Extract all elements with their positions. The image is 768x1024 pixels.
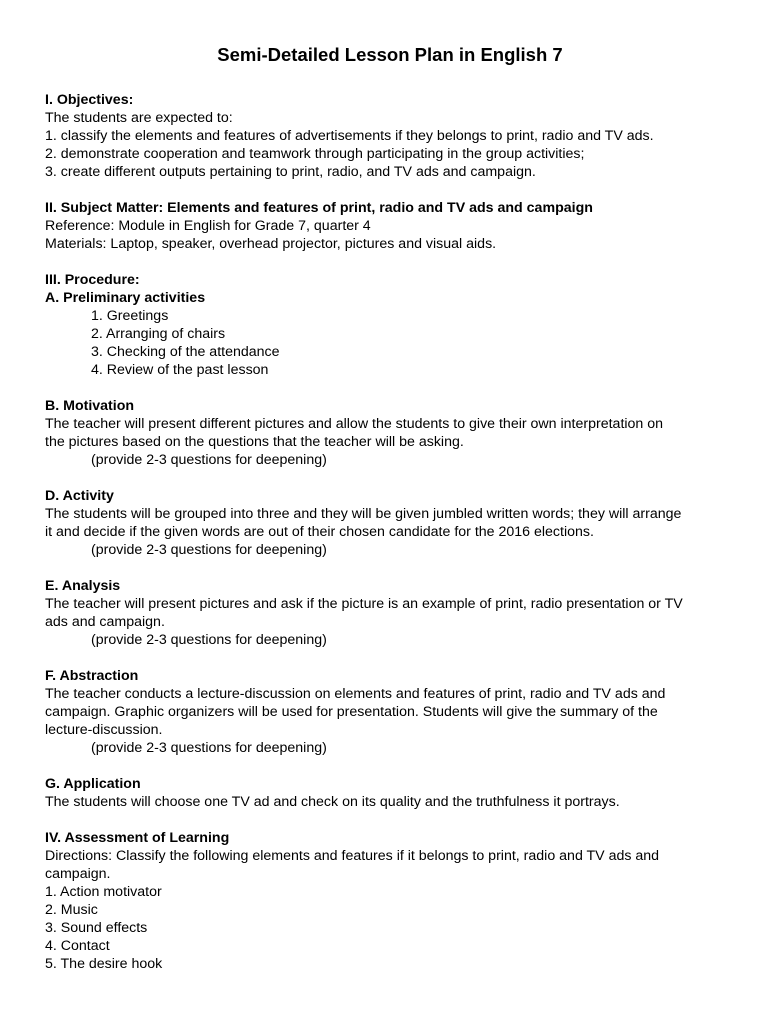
abstraction-heading: F. Abstraction (45, 668, 139, 684)
activity-text: The students will be grouped into three and they will be given jumbled written words; they will arrange (45, 506, 682, 522)
activity-heading: D. Activity (45, 488, 114, 504)
reference-line: Reference: Module in English for Grade 7, quarter 4 (45, 218, 371, 234)
objectives-intro: The students are expected to: (45, 110, 233, 126)
list-item: 2. Arranging of chairs (91, 326, 226, 342)
assessment-item: 5. The desire hook (45, 956, 163, 972)
assessment-heading: IV. Assessment of Learning (45, 830, 230, 846)
activity-text: it and decide if the given words are out of their chosen candidate for the 2016 elections. (45, 524, 594, 540)
lesson-plan-document (45, 44, 735, 973)
subject-matter-section (45, 199, 735, 253)
assessment-item: 3. Sound effects (45, 920, 148, 936)
assessment-directions: Directions: Classify the following elements and features if it belongs to print, radio and TV ads and (45, 848, 660, 864)
materials-line: Materials: Laptop, speaker, overhead projector, pictures and visual aids. (45, 236, 497, 252)
application-text: The students will choose one TV ad and check on its quality and the truthfulness it portrays. (45, 794, 620, 810)
deepening-note: (provide 2-3 questions for deepening) (91, 632, 327, 648)
deepening-note: (provide 2-3 questions for deepening) (91, 740, 327, 756)
subject-matter-heading: II. Subject Matter: Elements and features of print, radio and TV ads and campaign (45, 200, 593, 216)
document-title: Semi-Detailed Lesson Plan in English 7 (217, 44, 563, 65)
objectives-section (45, 91, 735, 181)
objective-item: 2. demonstrate cooperation and teamwork through participating in the group activities; (45, 146, 585, 162)
assessment-item: 1. Action motivator (45, 884, 162, 900)
motivation-text: the pictures based on the questions that the teacher will be asking. (45, 434, 464, 450)
objective-item: 3. create different outputs pertaining to print, radio, and TV ads and campaign. (45, 164, 536, 180)
assessment-item: 4. Contact (45, 938, 110, 954)
procedure-heading: III. Procedure: (45, 272, 140, 288)
list-item: 1. Greetings (91, 308, 169, 324)
assessment-directions: campaign. (45, 866, 111, 882)
deepening-note: (provide 2-3 questions for deepening) (91, 542, 327, 558)
objectives-heading: I. Objectives: (45, 92, 134, 108)
preliminary-heading: A. Preliminary activities (45, 290, 206, 306)
objective-item: 1. classify the elements and features of advertisements if they belongs to print, radio and TV ads. (45, 128, 654, 144)
list-item: 3. Checking of the attendance (91, 344, 280, 360)
analysis-text: The teacher will present pictures and ask if the picture is an example of print, radio presentation or TV (45, 596, 683, 612)
procedure-section (45, 271, 735, 811)
assessment-item: 2. Music (45, 902, 98, 918)
abstraction-text: The teacher conducts a lecture-discussion on elements and features of print, radio and TV ads and (45, 686, 666, 702)
analysis-heading: E. Analysis (45, 578, 121, 594)
assessment-section (45, 829, 735, 973)
application-heading: G. Application (45, 776, 141, 792)
abstraction-text: campaign. Graphic organizers will be used for presentation. Students will give the summary of the (45, 704, 658, 720)
deepening-note: (provide 2-3 questions for deepening) (91, 452, 327, 468)
motivation-heading: B. Motivation (45, 398, 135, 414)
preliminary-list (45, 307, 735, 379)
motivation-text: The teacher will present different pictures and allow the students to give their own interpretation on (45, 416, 664, 432)
analysis-text: ads and campaign. (45, 614, 165, 630)
list-item: 4. Review of the past lesson (91, 362, 269, 378)
abstraction-text: lecture-discussion. (45, 722, 163, 738)
